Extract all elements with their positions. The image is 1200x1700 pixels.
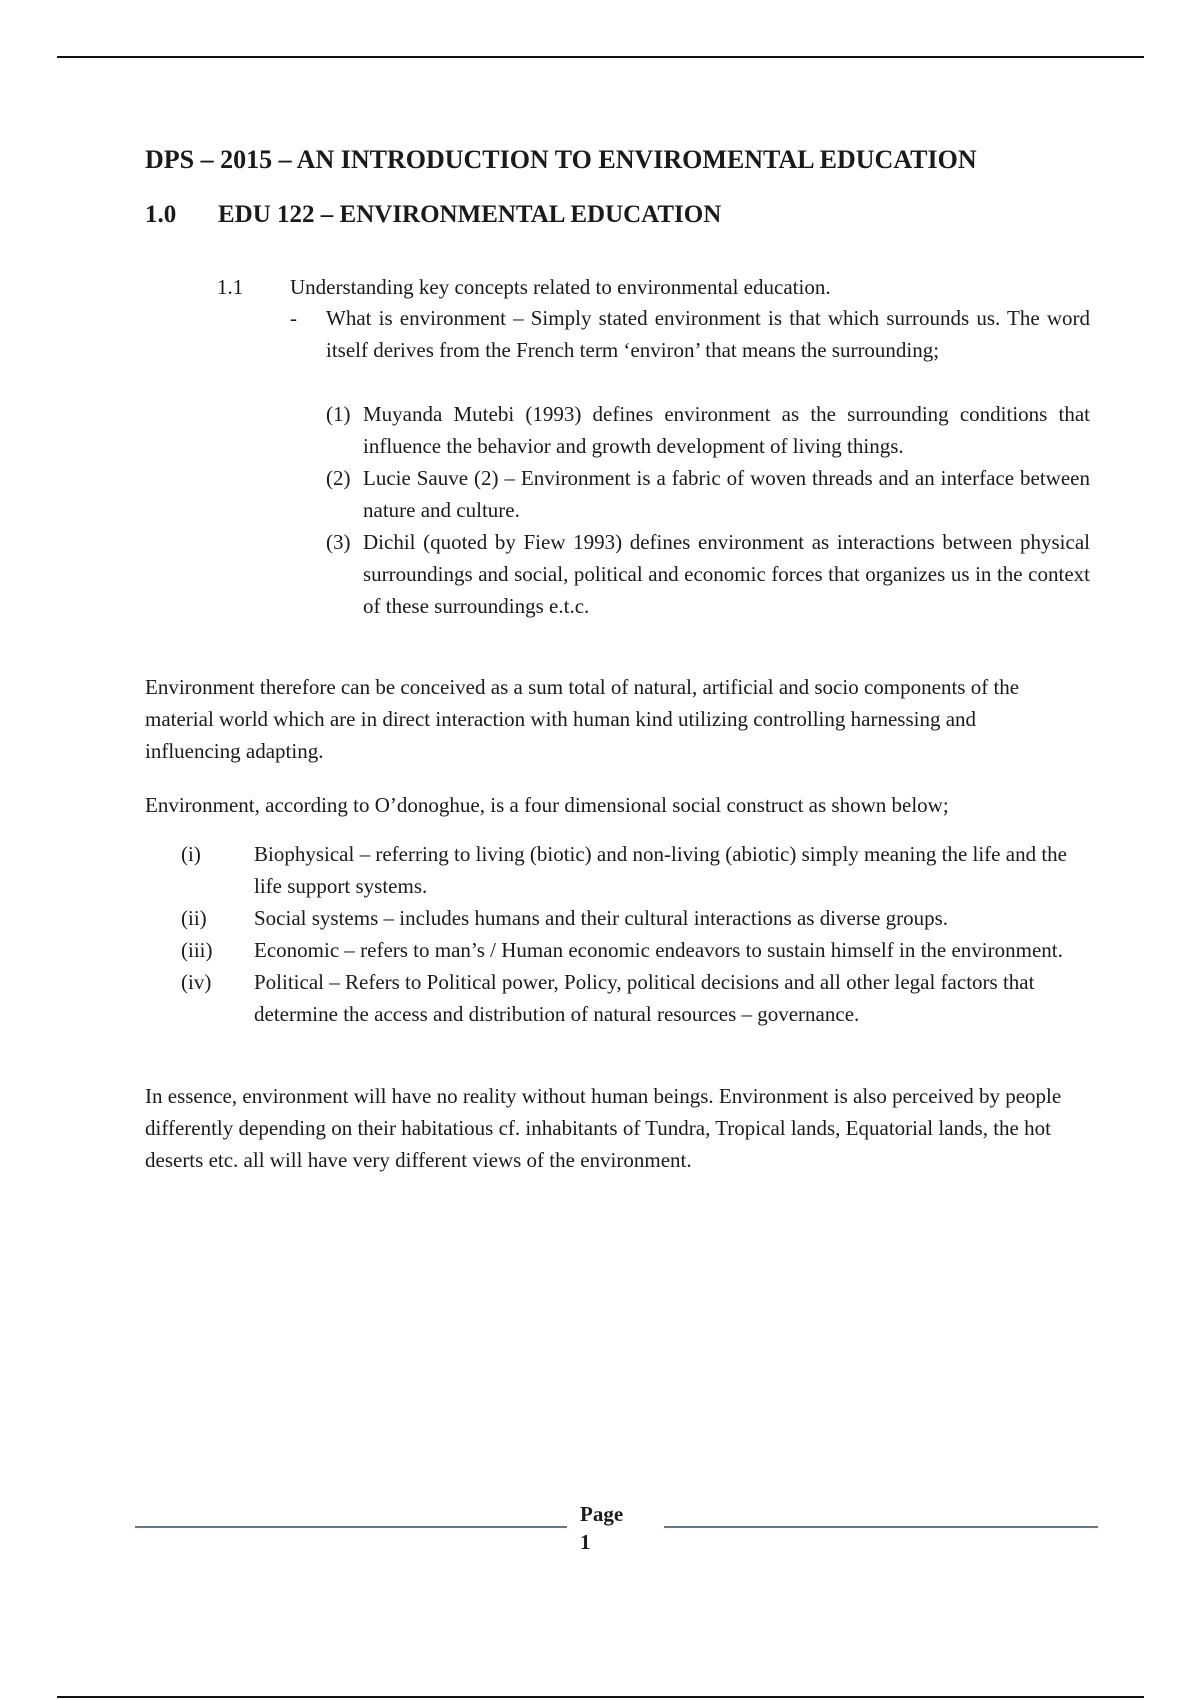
dimension-number: (i) — [181, 842, 201, 866]
paragraph-environment-definition: Environment therefore can be conceived as a sum total of natural, artificial and socio components of the material world which are in direct interaction with human kind utilizing controlling harnessing and influencing adapting. — [145, 675, 1020, 763]
definition-text: Dichil (quoted by Fiew 1993) defines environment as interactions between physical surroundings and social, political and economic forces that organizes us in the context of these surroundings e.t.c. — [363, 530, 1090, 618]
bottom-rule — [57, 1696, 1144, 1698]
definition-item — [326, 398, 1090, 462]
dimension-text: Political – Refers to Political power, Policy, political decisions and all other legal factors that determine the access and distribution of natural resources – governance. — [254, 970, 1035, 1026]
dimension-number: (iv) — [181, 970, 212, 994]
definition-item — [326, 526, 1090, 622]
paragraph-four-dimensions-intro: Environment, according to O’donoghue, is a four dimensional social construct as shown below; — [145, 793, 949, 817]
paragraph-essence: In essence, environment will have no reality without human beings. Environment is also perceived by people differently depending on their habitatious cf. inhabitants of Tundra, Tropical lands, Equatorial lands, the hot deserts etc. all will have very different views of the environment. — [145, 1084, 1062, 1172]
section-heading — [145, 201, 721, 229]
dimension-item — [181, 838, 1081, 902]
definitions-list — [326, 398, 1090, 622]
definition-item — [326, 462, 1090, 526]
page-number-value: 1 — [580, 1530, 591, 1554]
section-title: EDU 122 – ENVIRONMENTAL EDUCATION — [218, 201, 722, 228]
dash-item-text: What is environment – Simply stated environment is that which surrounds us. The word itself derives from the French term ‘environ’ that means the surrounding; — [326, 306, 1090, 362]
subsection-title: Understanding key concepts related to environmental education. — [290, 275, 831, 299]
section-number: 1.0 — [145, 201, 177, 228]
subsection-heading — [217, 271, 831, 303]
dimension-text: Social systems – includes humans and their cultural interactions as diverse groups. — [254, 906, 949, 930]
page-label: Page — [580, 1502, 624, 1526]
dimension-item — [181, 902, 1081, 934]
header-rule — [57, 56, 1144, 58]
definition-number: (1) — [326, 402, 351, 426]
dash-marker: - — [290, 306, 297, 330]
dimension-text: Economic – refers to man’s / Human economic endeavors to sustain himself in the environment. — [254, 938, 1063, 962]
definition-number: (3) — [326, 530, 351, 554]
subsection-number: 1.1 — [217, 275, 244, 299]
dimension-item — [181, 966, 1081, 1030]
footer-rule-right — [664, 1526, 1098, 1528]
dimension-item — [181, 934, 1081, 966]
definition-text: Lucie Sauve (2) – Environment is a fabric of woven threads and an interface between nature and culture. — [363, 466, 1090, 522]
dash-list-item — [290, 302, 1090, 366]
dimension-number: (iii) — [181, 938, 213, 962]
footer-rule-left — [135, 1526, 567, 1528]
dimension-number: (ii) — [181, 906, 207, 930]
page-number — [580, 1500, 623, 1556]
dimensions-list — [181, 838, 1081, 1030]
definition-text: Muyanda Mutebi (1993) defines environment as the surrounding conditions that influence the behavior and growth development of living things. — [363, 402, 1090, 458]
dimension-text: Biophysical – referring to living (biotic) and non-living (abiotic) simply meaning the life and the life support systems. — [254, 842, 1067, 898]
document-title: DPS – 2015 – AN INTRODUCTION TO ENVIROMENTAL EDUCATION — [145, 145, 977, 174]
definition-number: (2) — [326, 466, 351, 490]
